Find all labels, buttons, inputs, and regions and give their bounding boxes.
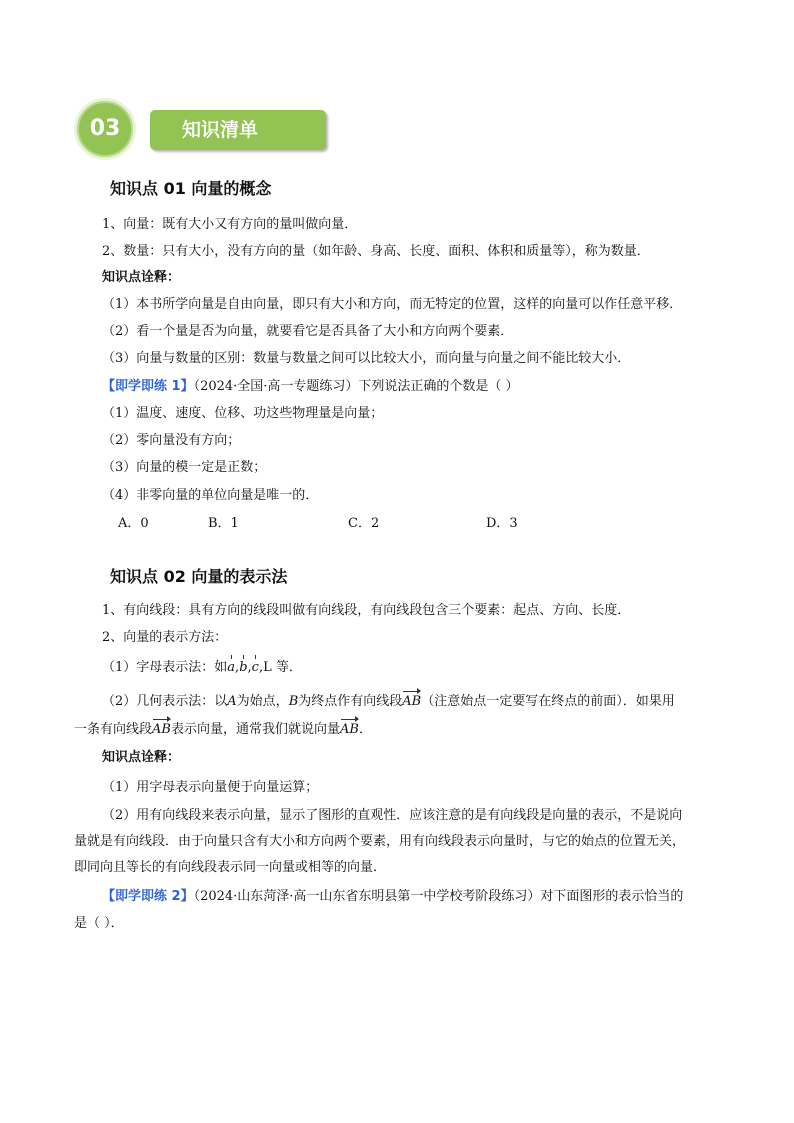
geometric-notation-line-2 — [74, 718, 372, 737]
section-number: 03 — [89, 116, 121, 141]
exercise-1-tag: 【即学即练 1】 — [102, 379, 194, 394]
exercise-2-text: （2024·山东菏泽·高一山东省东明县第一中学校考阶段练习）对下面图形的表示恰当的 — [193, 889, 684, 904]
exercise-1-prompt — [102, 375, 519, 394]
vector-c: c — [251, 660, 259, 675]
exercise-1-text: （2024·全国·高一专题练习）下列说法正确的个数是（ ） — [193, 379, 519, 394]
exercise-2-text-cont: 是（ ）． — [74, 916, 124, 931]
option-a: A．0 — [118, 516, 149, 531]
topic-01-line-2: 2、数量：只有大小，没有方向的量（如年龄、身高、长度、面积、体积和质量等），称为数量． — [102, 244, 650, 259]
letter-notation-end: L 等． — [263, 660, 302, 675]
point-a: A — [227, 694, 237, 709]
exercise-2-tag: 【即学即练 2】 — [102, 889, 194, 904]
topic-02-note-3: 量就是有向线段．由于向量只含有大小和方向两个要素，用有向线段表示向量时，与它的始点的位置无关， — [74, 834, 686, 849]
topic-01-heading: 知识点 01 向量的概念 — [110, 179, 272, 198]
section-title-bar — [150, 110, 326, 150]
topic-02-note-2: （2）用有向线段来表示向量，显示了图形的直观性．应该注意的是有向线段是向量的表示，不是说向 — [102, 808, 683, 823]
topic-02-line-1: 1、有向线段：具有方向的线段叫做有向线段，有向线段包含三个要素：起点、方向、长度． — [102, 603, 631, 618]
geo-text-6: 表示向量，通常我们就说向量 — [170, 722, 340, 737]
exercise-2-prompt — [102, 885, 683, 904]
geo-text-1: （2）几何表示法：以 — [102, 694, 228, 709]
option-b: B．1 — [208, 516, 239, 531]
vector-ab-2: AB — [152, 722, 171, 737]
section-title: 知识清单 — [181, 119, 258, 141]
topic-02-heading: 知识点 02 向量的表示法 — [110, 567, 288, 586]
exercise-1-item-1: （1）温度、速度、位移、功这些物理量是向量； — [102, 406, 384, 421]
vector-ab: AB — [402, 694, 422, 709]
geo-text-7: ． — [358, 722, 372, 737]
geo-text-3: 为终点作有向线段 — [298, 694, 403, 709]
geo-text-4: （注意始点一定要写在终点的前面）．如果用 — [421, 694, 675, 709]
vector-b: b — [239, 660, 248, 675]
vector-ab-3: AB — [339, 722, 359, 737]
topic-01-line-1: 1、向量：既有大小又有方向的量叫做向量． — [102, 217, 358, 232]
topic-02-note-4: 即同向且等长的有向线段表示同一向量或相等的向量． — [74, 860, 387, 875]
topic-02-line-2: 2、向量的表示方法： — [102, 630, 228, 645]
option-c: C．2 — [348, 516, 380, 531]
geo-text-5: 一条有向线段 — [74, 722, 153, 737]
section-header — [74, 98, 336, 160]
letter-notation-label: （1）字母表示法：如 — [102, 660, 228, 675]
vector-a: a — [227, 660, 236, 675]
exercise-1-item-4: （4）非零向量的单位向量是唯一的． — [102, 488, 319, 503]
topic-02-note-1: （1）用字母表示向量便于向量运算； — [102, 780, 319, 795]
geometric-notation-line — [102, 690, 675, 709]
geo-text-2: 为始点， — [236, 694, 289, 709]
point-b: B — [288, 694, 299, 709]
topic-01-note-1: （1）本书所学向量是自由向量，即只有大小和方向，而无特定的位置，这样的向量可以作任意平移． — [102, 297, 683, 312]
exercise-1-item-3: （3）向量的模一定是正数； — [102, 460, 267, 475]
topic-01-note-2: （2）看一个量是否为向量，就要看它是否具备了大小和方向两个要素． — [102, 324, 514, 339]
option-d: D．3 — [486, 516, 518, 531]
topic-01-note-label: 知识点诠释： — [102, 270, 181, 285]
topic-02-note-label: 知识点诠释： — [102, 750, 181, 765]
exercise-1-item-2: （2）零向量没有方向； — [102, 433, 241, 448]
topic-01-note-3: （3）向量与数量的区别：数量与数量之间可以比较大小，而向量与向量之间不能比较大小． — [102, 351, 631, 366]
letter-notation-line: （1）字母表示法：如a,b,c,L 等． — [102, 660, 302, 675]
